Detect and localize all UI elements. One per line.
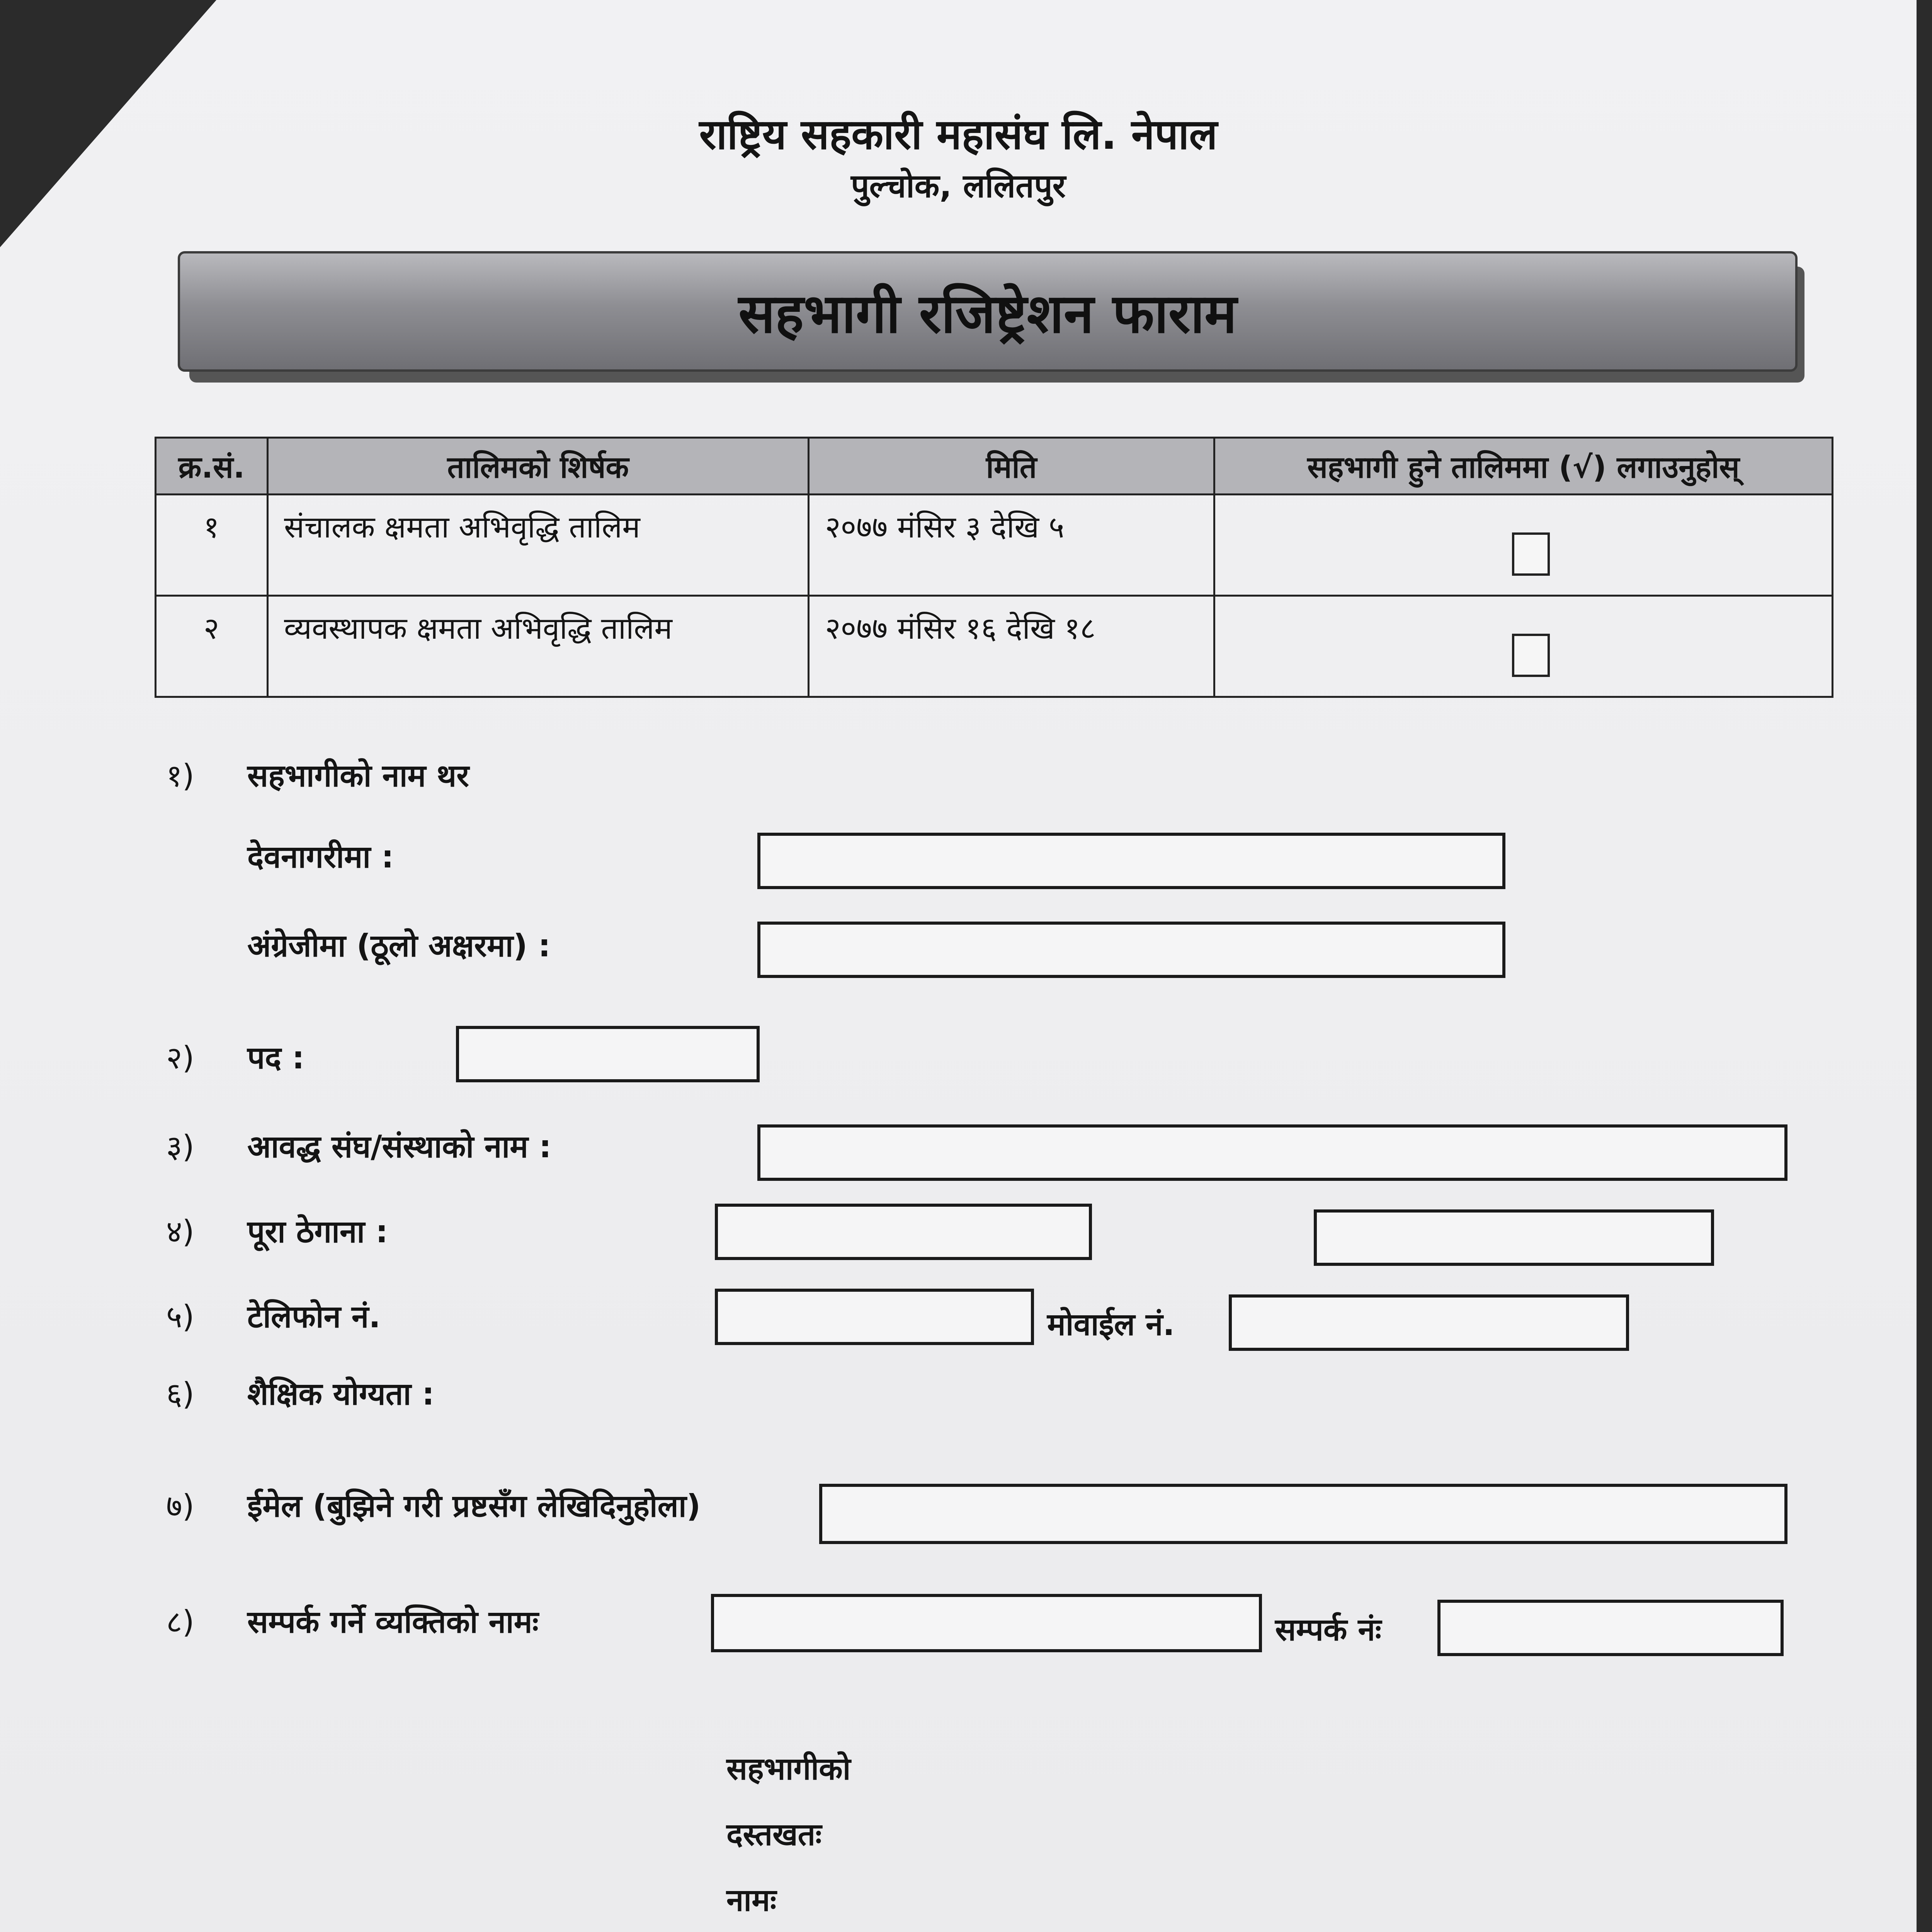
email-label: ईमेल (बुझिने गरी प्रष्टसँग लेखिदिनुहोला) [247,1488,701,1524]
select-checkbox-2[interactable] [1512,634,1550,677]
mobile-field[interactable] [1229,1294,1629,1351]
field-number: २) [166,1040,194,1076]
row-title: संचालक क्षमता अभिवृद्धि तालिम [268,495,809,596]
education-label: शैक्षिक योग्यता : [247,1376,434,1412]
row-date: २०७७ मंसिर १६ देखि १८ [809,596,1214,697]
name-english-field[interactable] [757,922,1505,978]
field-number: १) [166,758,194,794]
contact-person-label: सम्पर्क गर्ने व्यक्तिको नामः [247,1604,539,1640]
participant-name-label: सहभागीको नाम थर [247,758,469,794]
name-english-label: अंग्रेजीमा (ठूलो अक्षरमा) : [247,928,551,964]
contact-person-field[interactable] [711,1594,1262,1652]
form-title: सहभागी रजिष्ट्रेशन फाराम [178,251,1798,372]
position-label: पद : [247,1040,304,1076]
signature-name-label: नामः [726,1882,777,1918]
table-row [156,495,1833,596]
field-number: ४) [166,1214,194,1250]
table-header-row [156,438,1833,495]
address-field-2[interactable] [1314,1209,1714,1266]
row-select-cell [1214,596,1833,697]
row-select-cell [1214,495,1833,596]
org-name: राष्ट्रिय सहकारी महासंघ लि. नेपाल [699,111,1218,159]
field-number: ५) [166,1299,194,1335]
training-table [155,437,1833,698]
position-field[interactable] [456,1026,760,1082]
col-header-title: तालिमको शिर्षक [268,438,809,495]
col-header-select: सहभागी हुने तालिममा (√) लगाउनुहोस् [1214,438,1833,495]
row-sn: १ [156,495,268,596]
organization-field[interactable] [757,1124,1787,1181]
signature-label: दस्तखतः [726,1816,822,1852]
mobile-label: मोवाईल नं. [1047,1306,1175,1342]
row-date: २०७७ मंसिर ३ देखि ५ [809,495,1214,596]
row-sn: २ [156,596,268,697]
telephone-label: टेलिफोन नं. [247,1299,381,1335]
address-label: पूरा ठेगाना : [247,1214,388,1250]
col-header-date: मिति [809,438,1214,495]
contact-number-label: सम्पर्क नंः [1275,1612,1381,1648]
address-field-1[interactable] [715,1204,1092,1260]
organization-label: आवद्ध संघ/संस्थाको नाम : [247,1129,551,1165]
field-number: ६) [166,1376,194,1412]
contact-number-field[interactable] [1437,1600,1784,1656]
name-devanagari-label: देवनागरीमा : [247,839,394,875]
col-header-sn: क्र.सं. [156,438,268,495]
org-address: पुल्चोक, ललितपुर [850,167,1066,205]
name-devanagari-field[interactable] [757,833,1505,889]
email-field[interactable] [819,1484,1787,1544]
table-row [156,596,1833,697]
field-number: ३) [166,1129,194,1165]
telephone-field[interactable] [715,1289,1034,1345]
field-number: ७) [166,1488,194,1524]
signature-participant-label: सहभागीको [726,1751,851,1787]
field-number: ८) [166,1604,194,1640]
row-title: व्यवस्थापक क्षमता अभिवृद्धि तालिम [268,596,809,697]
select-checkbox-1[interactable] [1512,532,1550,576]
